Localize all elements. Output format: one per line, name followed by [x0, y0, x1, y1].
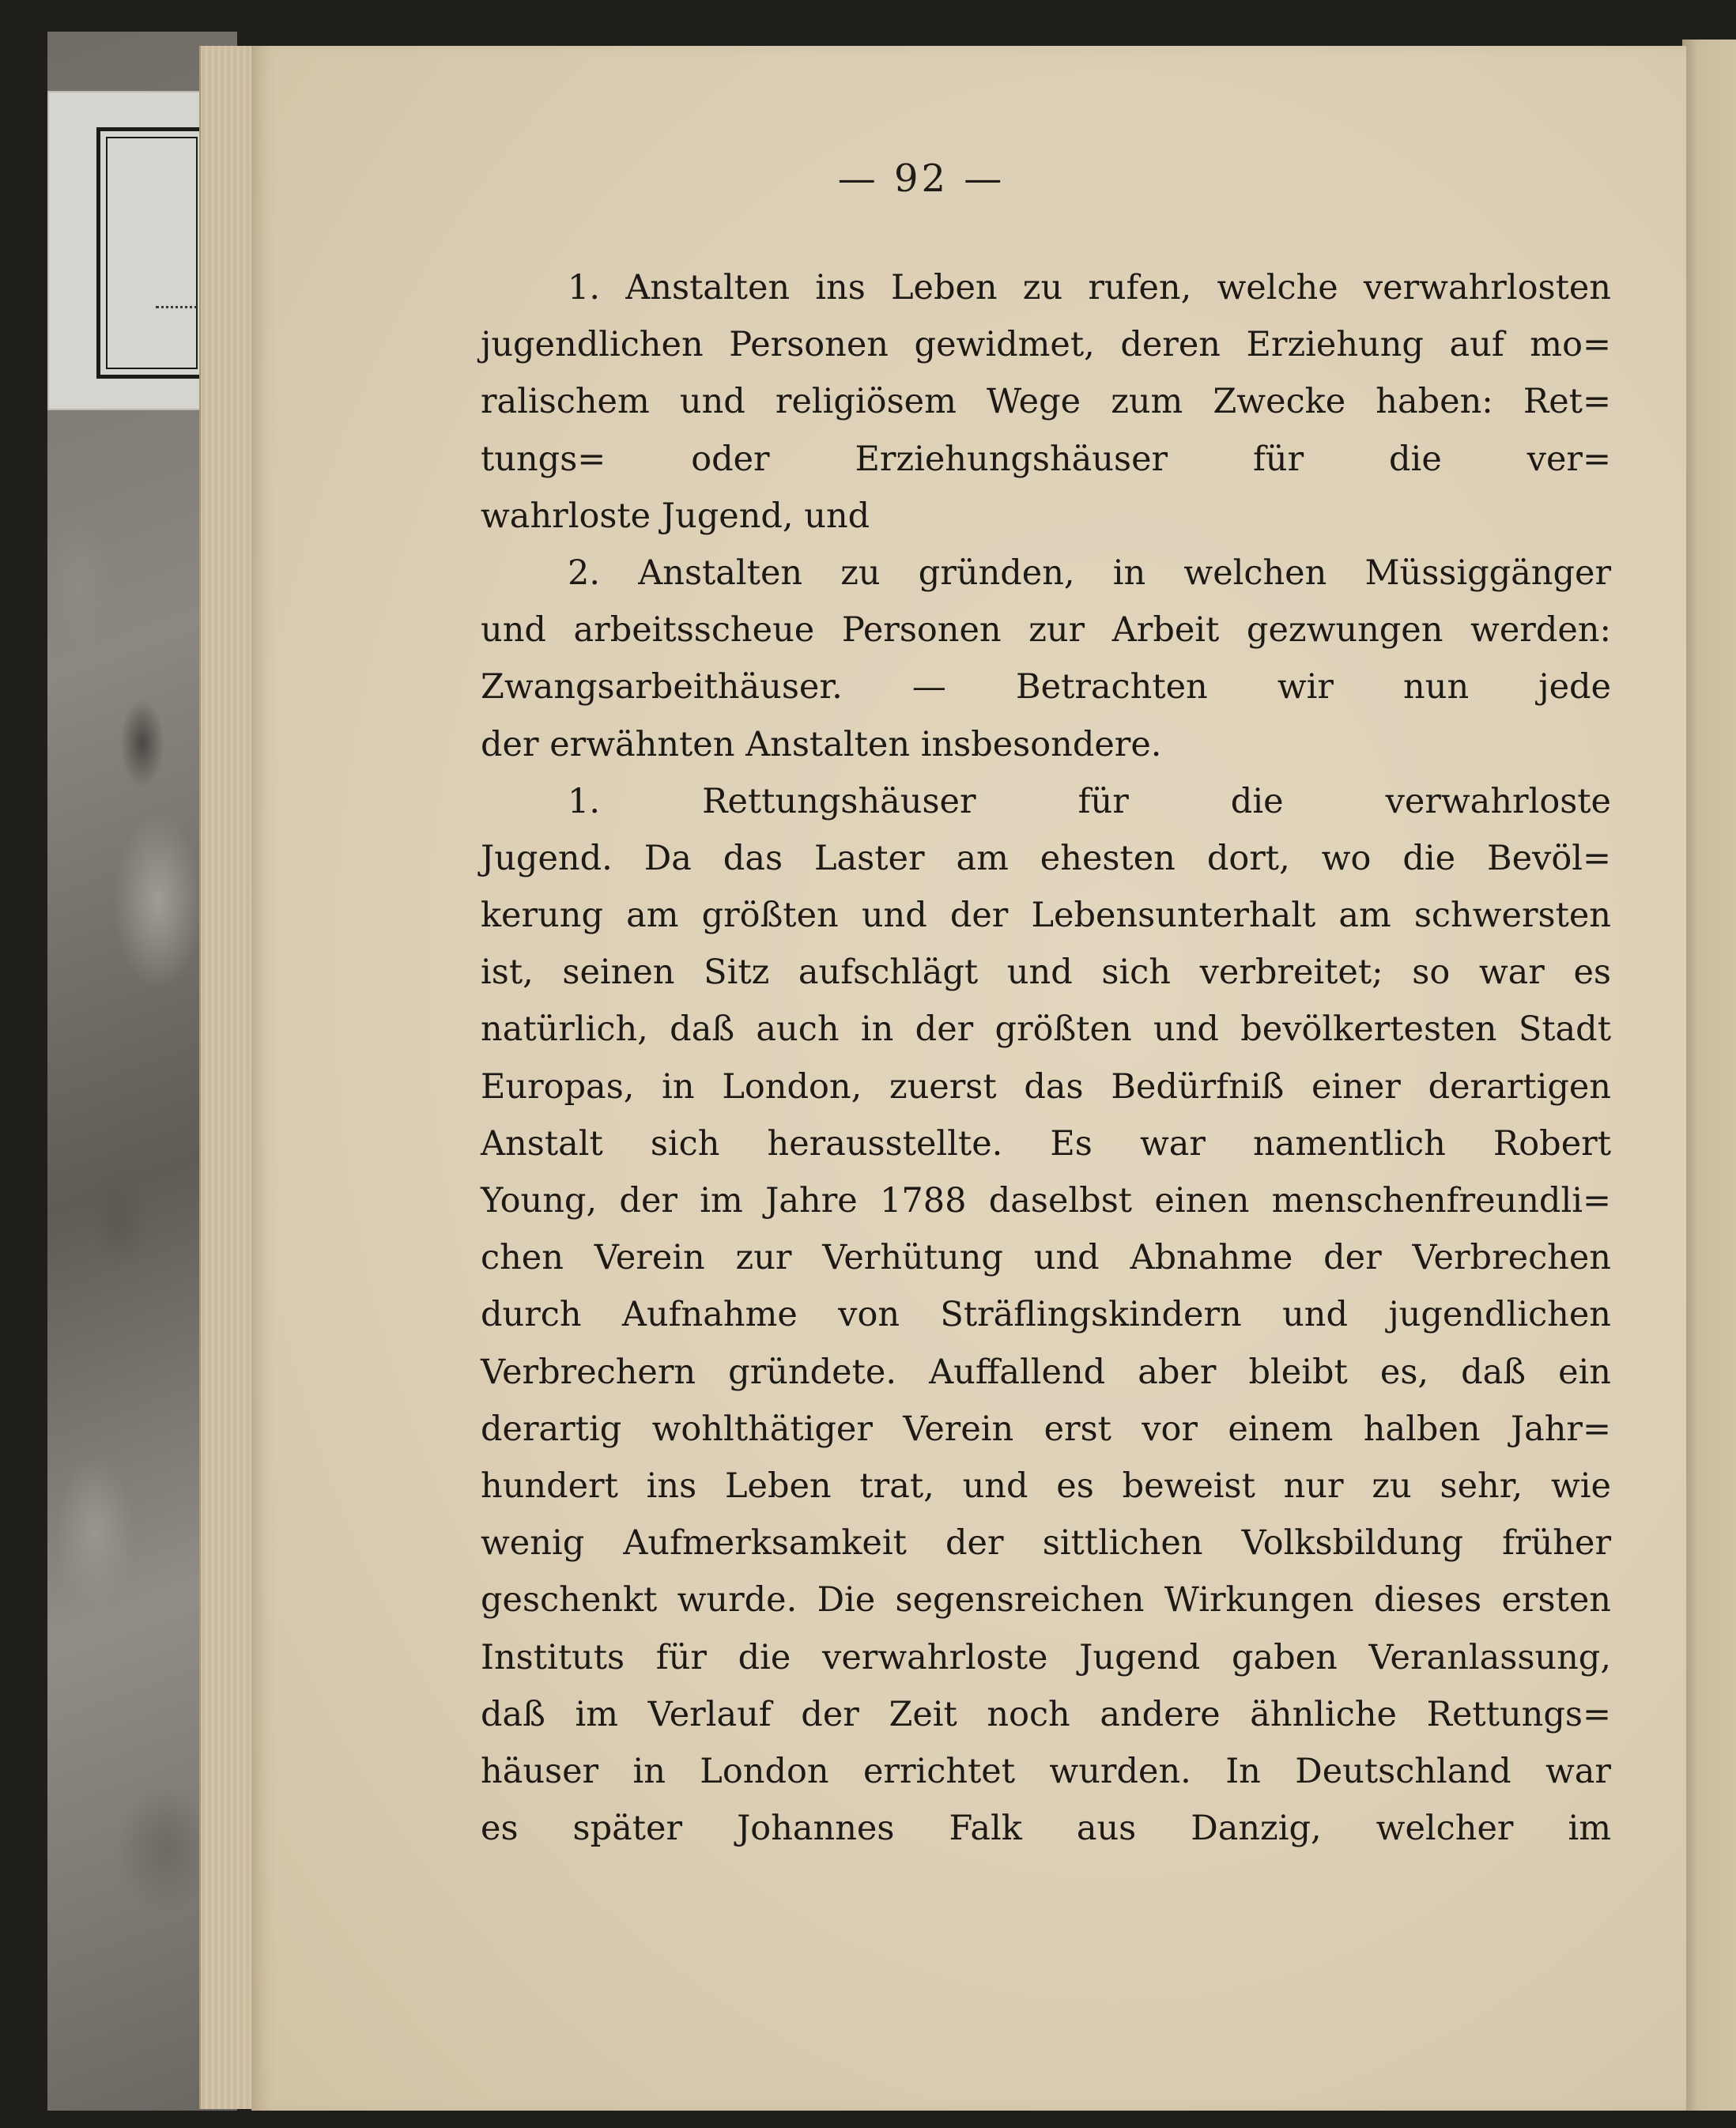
- text-line: 2. Anstalten zu gründen, in welchen Müssiggänger: [568, 553, 1611, 593]
- text-line: daß im Verlauf der Zeit noch andere ähnliche Rettungs=: [481, 1694, 1611, 1734]
- text-line: Instituts für die verwahrloste Jugend gaben Veranlassung,: [481, 1637, 1611, 1677]
- text-line: 1. Rettungshäuser für die verwahrloste: [568, 781, 1611, 821]
- text-line: durch Aufnahme von Sträflingskindern und jugendlichen: [481, 1295, 1611, 1335]
- text-line: hundert ins Leben trat, und es beweist nur zu sehr, wie: [481, 1466, 1611, 1506]
- cover-label-frame: [96, 127, 207, 379]
- facing-page-edge: [1682, 40, 1736, 2111]
- text-line: Jugend. Da das Laster am ehesten dort, wo die Bevöl=: [481, 838, 1611, 878]
- cover-label-dotted-line: [156, 306, 203, 308]
- text-line: es später Johannes Falk aus Danzig, welcher im: [481, 1809, 1611, 1849]
- text-line: Anstalt sich herausstellte. Es war namentlich Robert: [481, 1123, 1611, 1164]
- text-line: häuser in London errichtet wurden. In Deutschland war: [481, 1751, 1611, 1791]
- text-line: Young, der im Jahre 1788 daselbst einen menschenfreundli=: [481, 1181, 1611, 1221]
- text-line: und arbeitsscheue Personen zur Arbeit gezwungen werden:: [481, 610, 1611, 651]
- text-line: Zwangsarbeithäuser. — Betrachten wir nun jede: [481, 667, 1611, 707]
- text-line: jugendlichen Personen gewidmet, deren Erziehung auf mo=: [481, 325, 1611, 365]
- text-line: derartig wohlthätiger Verein erst vor einem halben Jahr=: [481, 1409, 1611, 1449]
- text-line: natürlich, daß auch in der größten und bevölkertesten Stadt: [481, 1009, 1611, 1050]
- book-page: [251, 46, 1686, 2111]
- text-line: kerung am größten und der Lebensunterhalt am schwersten: [481, 896, 1611, 936]
- text-line: geschenkt wurde. Die segensreichen Wirkungen dieses ersten: [481, 1580, 1611, 1621]
- page-body-text: [481, 259, 1611, 1857]
- text-line: ralischem und religiösem Wege zum Zwecke haben: Ret=: [481, 382, 1611, 422]
- text-line: wahrloste Jugend, und: [481, 496, 870, 536]
- text-line: Verbrechern gründete. Auffallend aber bleibt es, daß ein: [481, 1352, 1611, 1392]
- cover-label: [47, 91, 209, 410]
- text-line: tungs= oder Erziehungshäuser für die ver=: [481, 439, 1611, 479]
- text-line: chen Verein zur Verhütung und Abnahme der Verbrechen: [481, 1238, 1611, 1278]
- text-line: Europas, in London, zuerst das Bedürfniß einer derartigen: [481, 1066, 1611, 1107]
- text-line: ist, seinen Sitz aufschlägt und sich verbreitet; so war es: [481, 953, 1611, 993]
- text-line: wenig Aufmerksamkeit der sittlichen Volksbildung früher: [481, 1523, 1611, 1564]
- text-line: der erwähnten Anstalten insbesondere.: [481, 724, 1162, 764]
- text-line: 1. Anstalten ins Leben zu rufen, welche verwahrlosten: [568, 268, 1611, 308]
- page-number: — 92 —: [837, 157, 1006, 201]
